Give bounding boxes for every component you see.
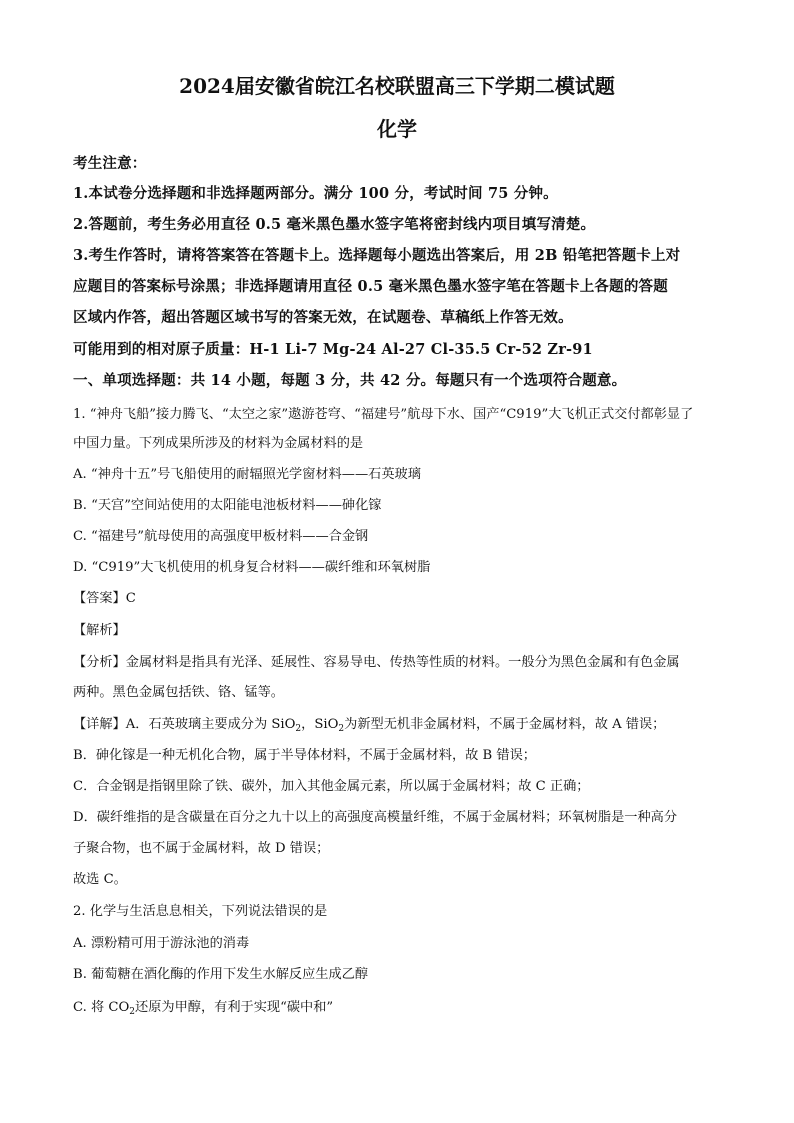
q2-option-c-post: 还原为甲醇，有利于实现“碳中和” [135, 1000, 334, 1015]
q1-detail-a-post: 为新型无机非金属材料，不属于金属材料，故 A 错误； [344, 717, 666, 732]
notice-item-3-line-3: 区域内作答，超出答题区域书写的答案无效，在试题卷、草稿纸上作答无效。 [73, 309, 573, 326]
subject-title: 化学 [377, 117, 417, 141]
q1-conclusion: 故选 C。 [73, 872, 127, 887]
q2-option-c-pre: C. 将 CO [73, 1000, 130, 1015]
q1-option-d: D. “C919”大飞机使用的机身复合材料——碳纤维和环氧树脂 [73, 560, 431, 575]
q2-option-c-sub: 2 [129, 1007, 136, 1017]
q1-analysis-label: 【解析】 [73, 623, 126, 638]
q1-stem-line-1: 1. “神舟飞船”接力腾飞、“太空之家”遨游苍穹、“福建号”航母下水、国产“C919”大飞机正式交付都彰显了 [73, 407, 694, 422]
q2-option-a: A. 漂粉精可用于游泳池的消毒 [73, 936, 250, 951]
q1-detail-a-mid: ，SiO [301, 717, 339, 732]
notice-item-3-line-1: 3.考生作答时，请将答案答在答题卡上。选择题每小题选出答案后，用 2B 铅笔把答题卡上对 [73, 247, 681, 264]
q2-option-b: B. 葡萄糖在酒化酶的作用下发生水解反应生成乙醇 [73, 967, 369, 982]
q1-option-a: A. “神舟十五”号飞船使用的耐辐照光学窗材料——石英玻璃 [73, 467, 421, 482]
q1-stem-line-2: 中国力量。下列成果所涉及的材料为金属材料的是 [73, 436, 364, 451]
q1-analysis-line-1: 【分析】金属材料是指具有光泽、延展性、容易导电、传热等性质的材料。一般分为黑色金属和有色金属 [73, 655, 680, 670]
atomic-masses: 可能用到的相对原子质量：H-1 Li-7 Mg-24 Al-27 Cl-35.5 Cr-52 Zr-91 [73, 341, 593, 358]
q1-answer: 【答案】C [73, 591, 136, 606]
notice-item-2: 2.答题前，考生务必用直径 0.5 毫米黑色墨水签字笔将密封线内项目填写清楚。 [73, 216, 596, 233]
q2-option-c [73, 996, 734, 1017]
q1-detail-a-pre: 【详解】A．石英玻璃主要成分为 SiO [73, 717, 296, 732]
q1-detail-a [73, 713, 734, 734]
q1-detail-a-sub-1: 2 [295, 724, 302, 734]
section-heading: 一、单项选择题：共 14 小题，每题 3 分，共 42 分。每题只有一个选项符合题意。 [73, 372, 627, 389]
q1-detail-b: B．砷化镓是一种无机化合物，属于半导体材料，不属于金属材料，故 B 错误； [73, 748, 536, 763]
notice-item-1: 1.本试卷分选择题和非选择题两部分。满分 100 分，考试时间 75 分钟。 [73, 185, 558, 202]
q1-detail-d-line-2: 子聚合物，也不属于金属材料，故 D 错误； [73, 841, 330, 856]
q1-analysis-line-2: 两种。黑色金属包括铁、铬、锰等。 [73, 685, 284, 700]
q1-detail-a-sub-2: 2 [338, 724, 345, 734]
document-title: 2024届安徽省皖江名校联盟高三下学期二模试题 [179, 74, 615, 98]
notice-item-3-line-2: 应题目的答案标号涂黑；非选择题请用直径 0.5 毫米黑色墨水签字笔在答题卡上各题的答题 [73, 278, 668, 295]
q2-stem: 2. 化学与生活息息相关，下列说法错误的是 [73, 904, 328, 919]
q1-option-c: C. “福建号”航母使用的高强度甲板材料——合金钢 [73, 529, 369, 544]
notice-heading: 考生注意： [73, 155, 147, 172]
q1-option-b: B. “天宫”空间站使用的太阳能电池板材料——砷化镓 [73, 498, 382, 513]
q1-detail-d-line-1: D．碳纤维指的是含碳量在百分之九十以上的高强度高模量纤维，不属于金属材料；环氧树脂是一种高分 [73, 810, 678, 825]
q1-detail-c: C．合金钢是指钢里除了铁、碳外，加入其他金属元素，所以属于金属材料；故 C 正确； [73, 779, 590, 794]
